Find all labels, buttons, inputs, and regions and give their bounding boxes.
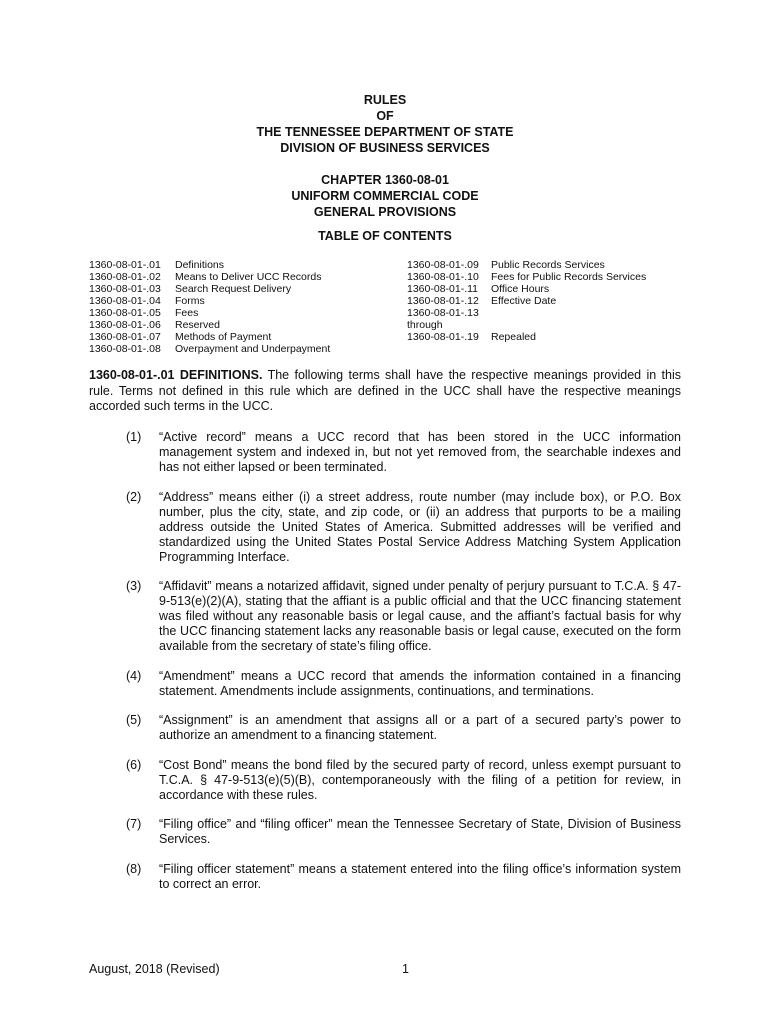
definition-text: “Active record” means a UCC record that has been stored in the UCC information management system and indexed in, but not yet removed from, the searchable indexes and has not either lapsed or been terminated. <box>159 430 681 474</box>
toc-entry-number: 1360-08-01-.11 <box>407 283 479 295</box>
toc-entry <box>89 259 330 271</box>
toc-entry-title: Effective Date <box>491 295 557 307</box>
toc-entry <box>407 271 646 283</box>
header-rules: RULES <box>363 93 407 107</box>
document-header <box>0 92 770 220</box>
toc-entry-title: Fees for Public Records Services <box>491 271 647 283</box>
page-number: 1 <box>402 962 409 976</box>
toc-entry-number: 1360-08-01-.19 <box>407 331 479 343</box>
toc-entry <box>407 259 646 271</box>
toc-entry-title: Overpayment and Underpayment <box>175 343 331 355</box>
toc-entry-number: 1360-08-01-.04 <box>89 295 161 307</box>
toc-entry-number: 1360-08-01-.03 <box>89 283 161 295</box>
definition-item <box>89 713 681 743</box>
toc-entry-title: Office Hours <box>491 283 550 295</box>
toc-entry <box>407 283 646 295</box>
toc-entry <box>407 319 646 331</box>
toc-entry-number: 1360-08-01-.05 <box>89 307 161 319</box>
definition-index: (4) <box>126 668 142 683</box>
definition-item <box>89 490 681 565</box>
toc-entry-title: Repealed <box>491 331 536 343</box>
section-intro-text: The following terms shall have the respective meanings provided in this rule. Terms not defined in this rule which are defined in the UCC shall have the respective meanings accorded such terms in the UCC. <box>89 368 681 413</box>
definition-item <box>89 862 681 892</box>
definition-index: (1) <box>126 430 142 444</box>
toc-entry-number: 1360-08-01-.12 <box>407 295 479 307</box>
definition-text: “Filing office” and “filing officer” mean the Tennessee Secretary of State, Division of Business Services. <box>159 817 681 846</box>
toc-entry <box>89 319 330 331</box>
definitions-list <box>89 430 681 906</box>
toc-entry-title: Reserved <box>175 319 220 331</box>
header-department: THE TENNESSEE DEPARTMENT OF STATE <box>256 125 514 139</box>
definition-text: “Affidavit” means a notarized affidavit, signed under penalty of perjury pursuant to T.C.A. § 47-9-513(e)(2)(A), stating that the affiant is a public official and that the UCC financing statement was filed without any reasonable basis or legal cause, and the affiant’s factual basis for why the UCC financing statement lacks any reasonable basis or legal cause, executed on the form available from the secretary of state’s filing office. <box>159 579 681 653</box>
chapter-title: UNIFORM COMMERCIAL CODE <box>291 189 479 203</box>
toc-left-column <box>89 259 330 355</box>
toc-entry-number: 1360-08-01-.13 <box>407 307 479 319</box>
header-of: OF <box>376 109 394 123</box>
definition-item <box>89 817 681 847</box>
definition-text: “Address” means either (i) a street address, route number (may include box), or P.O. Box number, plus the city, state, and zip code, or (ii) an address that purports to be a mailing address outside the United States of America. Submitted addresses will be verified and standardized using the United States Postal Service Address Matching System Application Programming Interface. <box>159 489 681 564</box>
chapter-subtitle: GENERAL PROVISIONS <box>313 205 457 219</box>
definition-index: (6) <box>126 757 142 772</box>
toc-entry <box>89 307 330 319</box>
toc-entry <box>89 343 330 355</box>
toc-entry-number: 1360-08-01-.09 <box>407 259 479 271</box>
revision-date: August, 2018 (Revised) <box>89 962 220 976</box>
definitions-section-intro <box>89 368 681 415</box>
toc-entry <box>89 271 330 283</box>
toc-entry-number: through <box>407 319 443 331</box>
toc-entry <box>407 295 646 307</box>
definition-item <box>89 430 681 475</box>
toc-entry-number: 1360-08-01-.08 <box>89 343 161 355</box>
definition-item <box>89 579 681 654</box>
section-heading: 1360-08-01-.01 DEFINITIONS. <box>89 368 263 382</box>
definition-index: (3) <box>126 579 142 593</box>
definition-index: (5) <box>126 713 142 727</box>
toc-entry-title: Fees <box>175 307 199 319</box>
toc-entry <box>407 331 646 343</box>
definition-index: (7) <box>126 817 142 831</box>
toc-entry-number: 1360-08-01-.10 <box>407 271 479 283</box>
toc-entry-title: Methods of Payment <box>175 331 272 343</box>
toc-entry <box>89 283 330 295</box>
definition-text: “Filing officer statement” means a statement entered into the filing office’s information system to correct an error. <box>159 861 681 891</box>
definition-index: (8) <box>126 861 142 876</box>
toc-right-column <box>407 259 646 343</box>
toc-entry <box>407 307 646 319</box>
toc-title: TABLE OF CONTENTS <box>318 229 452 243</box>
toc-entry-title: Public Records Services <box>491 259 605 271</box>
definition-item <box>89 758 681 803</box>
toc-entry-title: Search Request Delivery <box>175 283 292 295</box>
toc-entry <box>89 331 330 343</box>
toc-entry-number: 1360-08-01-.06 <box>89 319 161 331</box>
definition-text: “Assignment” is an amendment that assigns all or a part of a secured party’s power to authorize an amendment to a financing statement. <box>159 713 681 742</box>
toc-entry-title: Definitions <box>175 259 225 271</box>
toc-entry-title: Forms <box>175 295 205 307</box>
chapter-number: CHAPTER 1360-08-01 <box>321 173 449 187</box>
header-division: DIVISION OF BUSINESS SERVICES <box>280 141 490 155</box>
definition-text: “Amendment” means a UCC record that amends the information contained in a financing statement. Amendments include assignments, continuations, and terminations. <box>159 668 681 698</box>
toc-entry-title: Means to Deliver UCC Records <box>175 271 322 283</box>
definition-text: “Cost Bond” means the bond filed by the secured party of record, unless exempt pursuant to T.C.A. § 47-9-513(e)(5)(B), contemporaneously with the filing of a petition for review, in accordance with these rules. <box>159 757 681 802</box>
definition-item <box>89 669 681 699</box>
toc-entry-number: 1360-08-01-.01 <box>89 259 161 271</box>
definition-index: (2) <box>126 489 142 504</box>
toc-entry-number: 1360-08-01-.07 <box>89 331 161 343</box>
toc-entry-number: 1360-08-01-.02 <box>89 271 161 283</box>
toc-entry <box>89 295 330 307</box>
